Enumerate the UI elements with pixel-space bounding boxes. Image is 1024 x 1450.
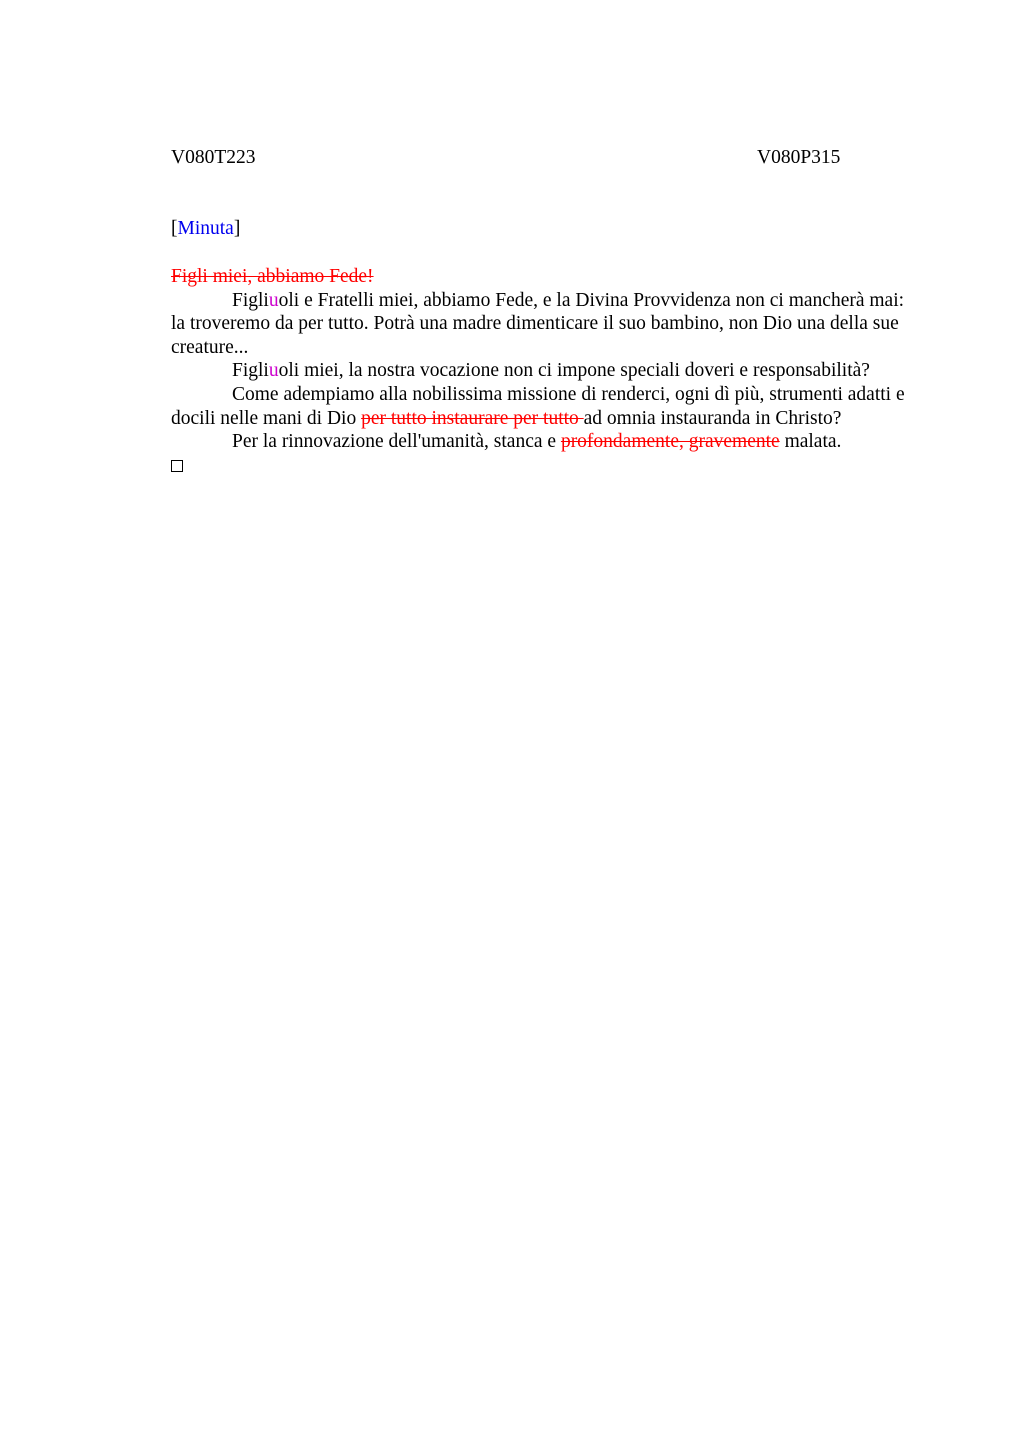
minuta-label: Minuta (177, 218, 234, 239)
close-bracket: ] (233, 218, 241, 239)
document-code-right: V080P315 (757, 147, 841, 168)
section-label (171, 217, 240, 241)
text-segment: Come adempiamo alla nobilissima missione di renderci, ogni dì più, strumenti adatti e docili nelle mani di Dio (171, 383, 905, 429)
inserted-text: u (268, 289, 279, 311)
document-body (171, 265, 911, 478)
paragraph-deleted-heading (171, 265, 911, 289)
text-segment: Figli (232, 360, 269, 382)
paragraph-4 (171, 430, 911, 454)
text-segment: Per la rinnovazione dell'umanità, stanca e (232, 431, 561, 453)
square-outline-icon (171, 460, 183, 472)
open-bracket: [ (171, 218, 178, 239)
deleted-text: per tutto instaurare per tutto (361, 407, 584, 429)
inserted-text: u (268, 360, 279, 382)
end-marker-line (171, 454, 911, 479)
paragraph-1 (171, 289, 911, 360)
document-code-left: V080T223 (171, 147, 256, 168)
deleted-text: profondamente, gravemente (560, 431, 780, 453)
text-segment: oli miei, la nostra vocazione non ci impone speciali doveri e responsabilità? (278, 360, 870, 382)
text-segment: ad omnia instauranda in Christo? (583, 407, 842, 429)
deleted-text: Figli miei, abbiamo Fede! (171, 266, 374, 287)
paragraph-2 (171, 359, 911, 383)
paragraph-3 (171, 383, 911, 430)
text-segment: malata. (779, 431, 842, 453)
text-segment: Figli (232, 289, 269, 311)
text-segment: oli e Fratelli miei, abbiamo Fede, e la Divina Provvidenza non ci mancherà mai: la troveremo da per tutto. Potrà una madre dimenticare il suo bambino, non Dio una della sue creature... (171, 289, 905, 358)
